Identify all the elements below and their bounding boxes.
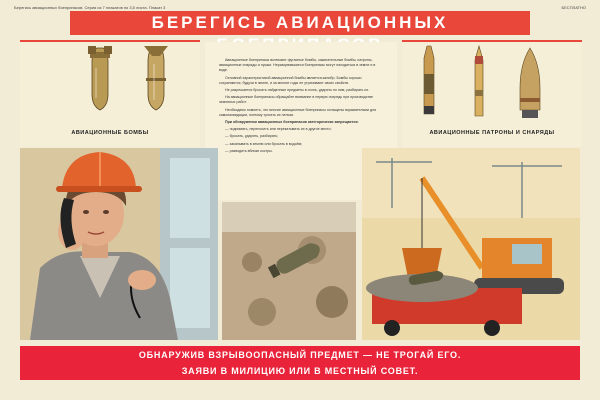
warning-line-2: ЗАЯВИ В МИЛИЦИЮ ИЛИ В МЕСТНЫЙ СОВЕТ. bbox=[181, 366, 419, 376]
list-item: — поднимать, переносить или перекатывать их в другое место; bbox=[225, 127, 332, 132]
paragraph: Необходимо помнить, что многие авиационные боеприпасы оснащены взрывателями для самоликвидации, поэтому трогать их нельзя. bbox=[219, 107, 377, 117]
bombs-panel bbox=[20, 40, 200, 147]
warning-line-1: ОБНАРУЖИВ ВЗРЫВООПАСНЫЙ ПРЕДМЕТ — НЕ ТРОГАЙ ЕГО. bbox=[138, 350, 462, 360]
free-label: БЕСПЛАТНО bbox=[561, 5, 586, 10]
cartridge-1-icon bbox=[424, 46, 434, 114]
body-text bbox=[219, 58, 383, 156]
poster-meta: Берегись авиационных боеприпасов. Серия из 7 плакатов по 3,5 листа. Плакат 3 bbox=[14, 5, 166, 10]
paragraph: Авиационные боеприпасы включают фугасные бомбы, зажигательные бомбы, патроны, авиационные снаряды и пушки. Неразорвавшиеся боеприпасы могут находиться в земле и в воде. bbox=[219, 58, 376, 73]
bombs-caption: АВИАЦИОННЫЕ БОМБЫ bbox=[71, 130, 149, 136]
shell-icon bbox=[520, 48, 540, 118]
ammo-illustration bbox=[402, 42, 582, 132]
excavation-bomb-illustration bbox=[222, 202, 356, 340]
paragraph: На авиационные боеприпасы обращайте внимание в первую очередь при производстве земляных работ. bbox=[219, 95, 374, 105]
ammo-panel bbox=[402, 40, 582, 147]
bomb-1-icon bbox=[88, 46, 112, 110]
list-item: — бросать, ударять, разбирать; bbox=[225, 134, 279, 139]
woman-on-phone-illustration bbox=[20, 148, 218, 340]
list-item: — закапывать в землю или бросать в водоём; bbox=[225, 141, 303, 146]
excavator-illustration bbox=[362, 148, 580, 340]
cartridge-2-icon bbox=[475, 46, 483, 116]
paragraph: Не разрешается бросать найденные предметы в огонь, ударять по ним, разбирать их. bbox=[225, 88, 370, 93]
ammo-caption: АВИАЦИОННЫЕ ПАТРОНЫ И СНАРЯДЫ bbox=[429, 130, 555, 136]
list-item: — разводить вблизи костры. bbox=[225, 148, 273, 153]
bomb-2-icon bbox=[144, 46, 168, 110]
paragraph: Основной характеристикой авиационной бомбы является калибр. Бомбы хорошо сохраняются, будучи в земле, и за многие годы не утрачивают своих свойств. bbox=[219, 75, 362, 85]
paragraph: При обнаружении авиационных боеприпасов категорически запрещается: bbox=[225, 120, 359, 125]
page-title: БЕРЕГИСЬ АВИАЦИОННЫХ bbox=[151, 13, 449, 32]
bombs-illustration bbox=[20, 42, 200, 132]
